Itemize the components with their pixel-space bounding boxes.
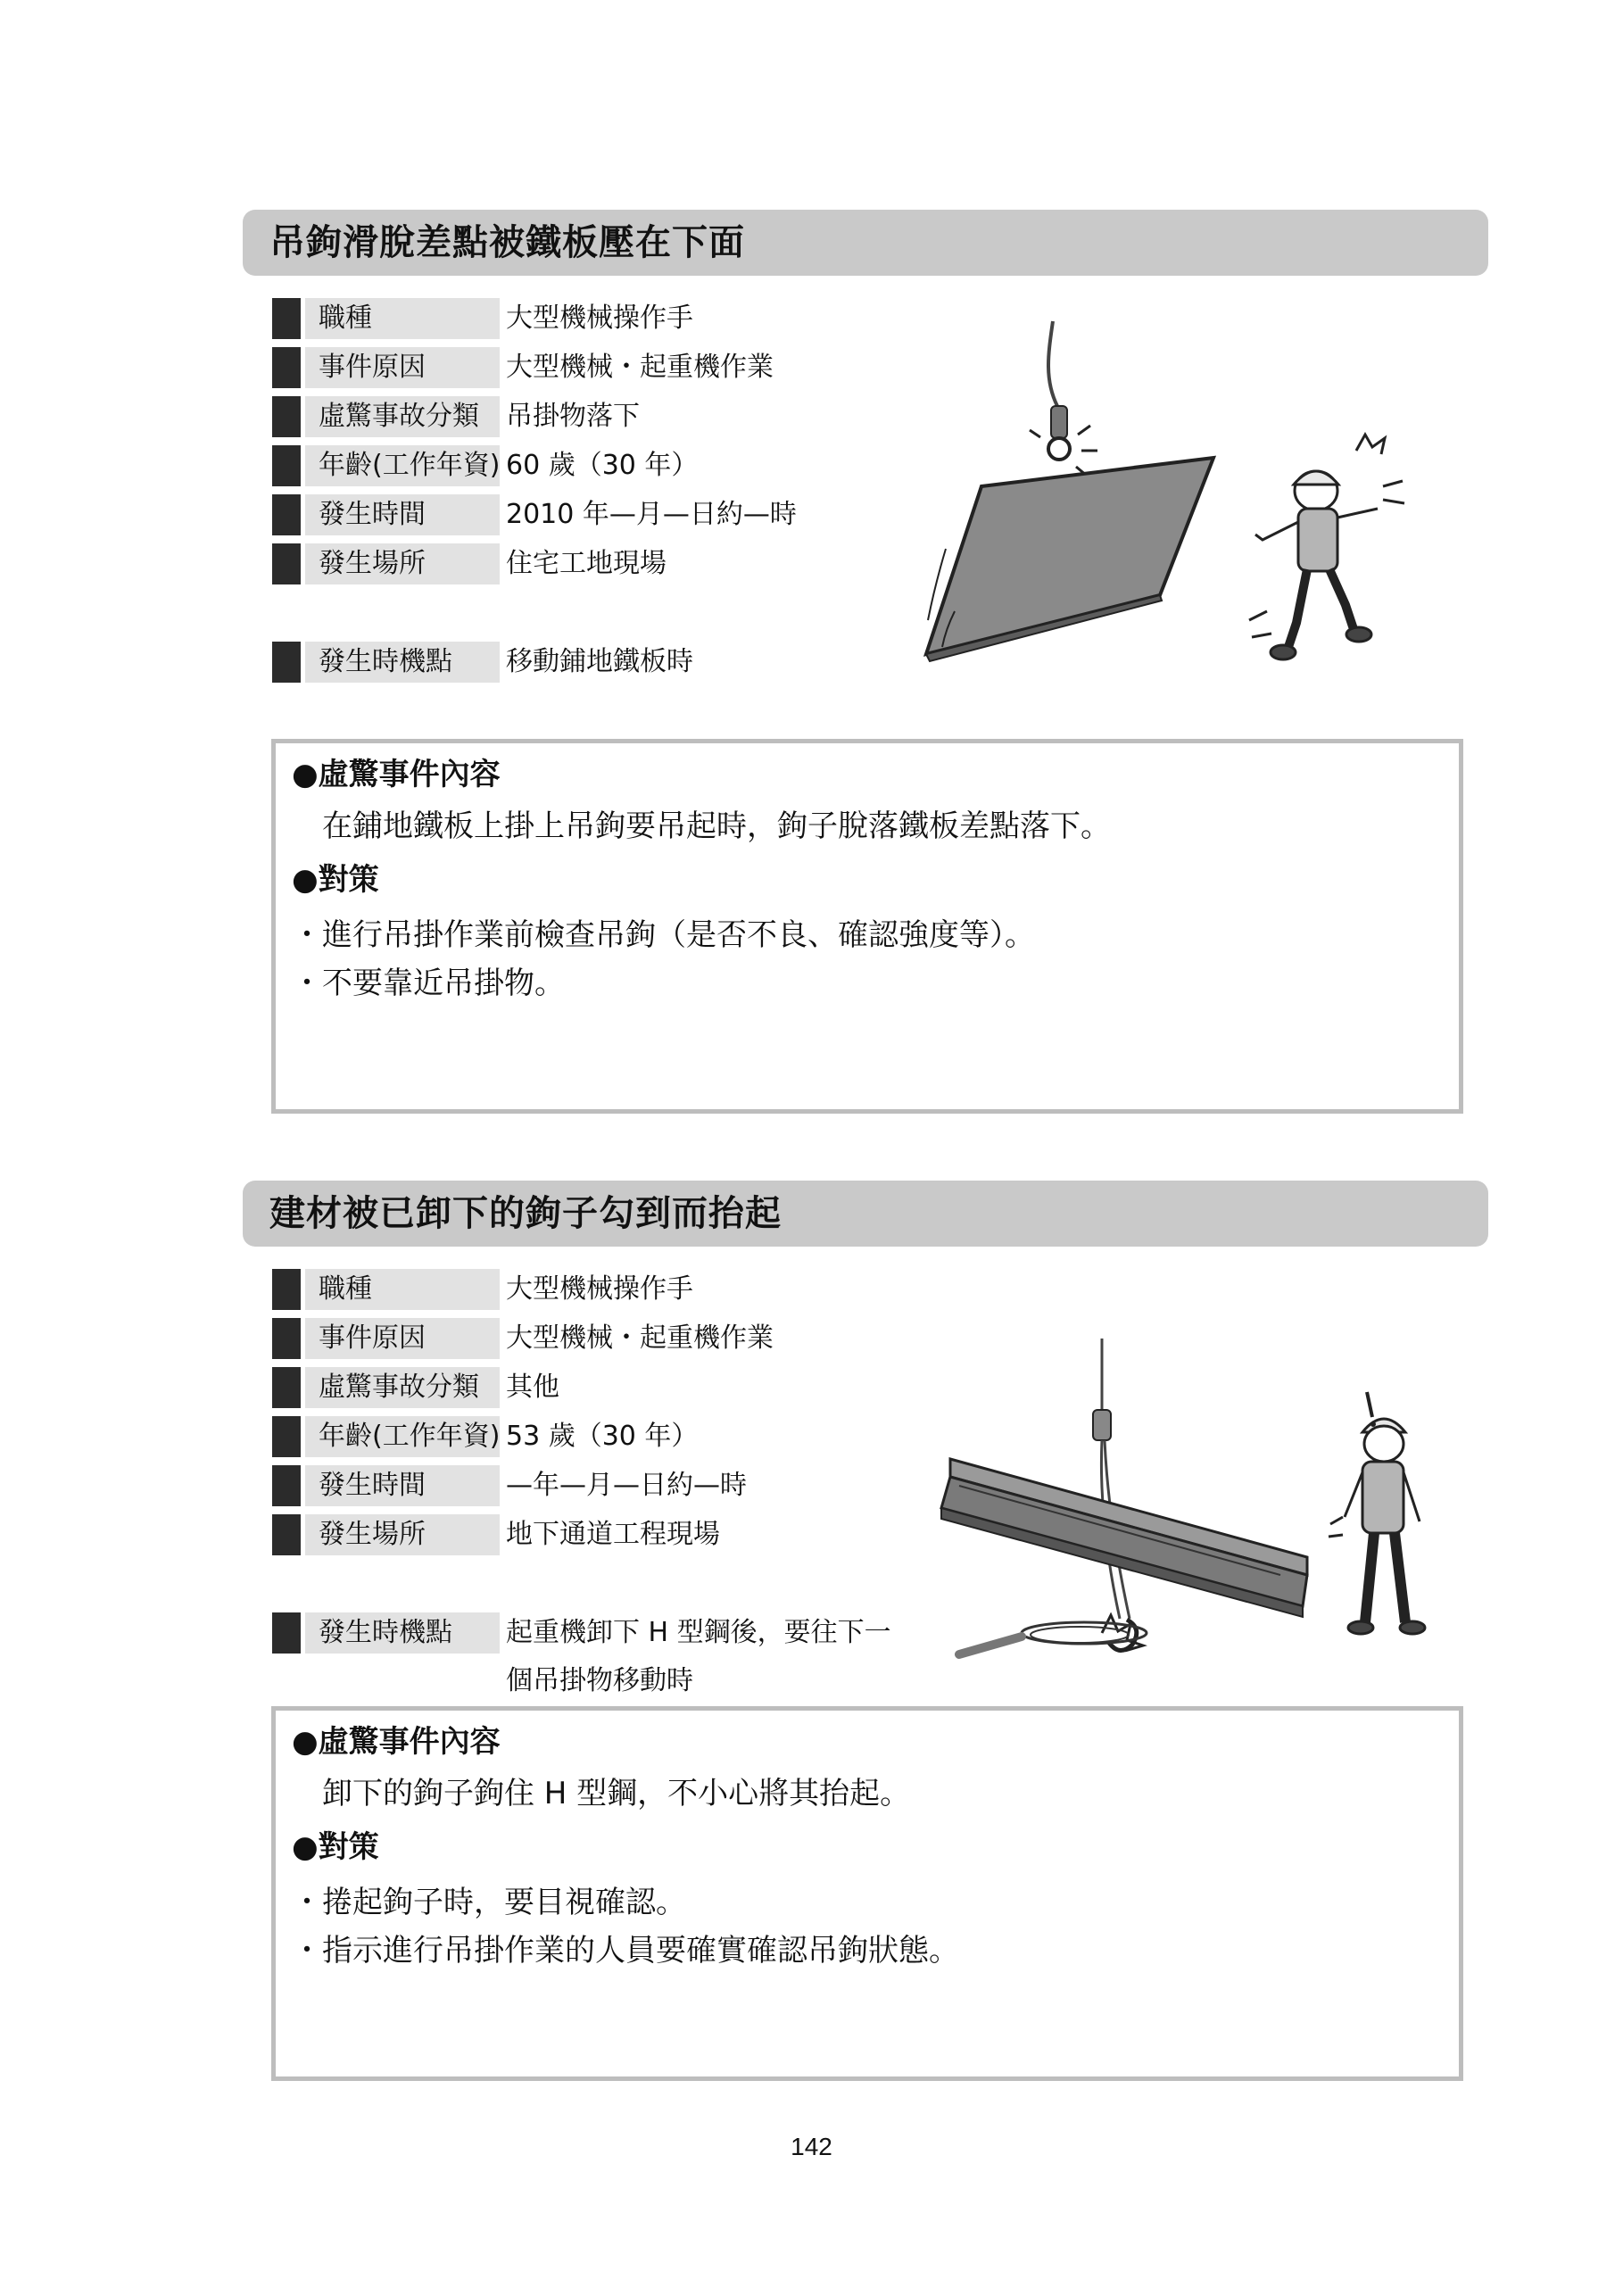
row-marker	[272, 543, 301, 584]
row-value: 大型機械操作手	[506, 303, 693, 334]
row-label: 發生時間	[305, 1465, 500, 1506]
row-marker	[272, 347, 301, 388]
event-text: 在鋪地鐵板上掛上吊鉤要吊起時，鉤子脫落鐵板差點落下。	[322, 808, 1111, 844]
measures-heading: ●對策	[292, 862, 379, 898]
row-value: 60 歲（30 年）	[506, 450, 699, 481]
row-marker	[272, 298, 301, 339]
row-label: 年齡(工作年資)	[305, 1416, 500, 1457]
row-value: 2010 年—月—日約—時	[506, 499, 797, 530]
row-value: 起重機卸下 H 型鋼後，要往下一	[506, 1617, 891, 1648]
event-heading: ●虛驚事件內容	[292, 757, 501, 792]
section-title-bar	[243, 210, 1488, 276]
incident-content-box	[271, 1706, 1463, 2081]
row-marker	[272, 1318, 301, 1359]
row-label: 發生時機點	[305, 1612, 500, 1654]
row-value: 大型機械操作手	[506, 1273, 693, 1305]
row-marker	[272, 1612, 301, 1654]
row-marker	[272, 1416, 301, 1457]
row-marker	[272, 1269, 301, 1310]
measure-item: ・不要靠近吊掛物。	[292, 966, 565, 1001]
event-text: 卸下的鉤子鉤住 H 型鋼，不小心將其抬起。	[322, 1776, 911, 1811]
row-value: 地下通道工程現場	[506, 1519, 720, 1550]
h-beam-lifted-illustration	[923, 1339, 1450, 1687]
row-marker	[272, 445, 301, 486]
row-label: 發生場所	[305, 1514, 500, 1555]
row-label: 發生時間	[305, 494, 500, 535]
section-title: 吊鉤滑脫差點被鐵板壓在下面	[269, 222, 745, 263]
row-label: 虛驚事故分類	[305, 396, 500, 437]
incident-content-box	[271, 739, 1463, 1114]
event-heading: ●虛驚事件內容	[292, 1724, 501, 1760]
row-value: 移動鋪地鐵板時	[506, 646, 693, 677]
row-value: —年—月—日約—時	[506, 1470, 747, 1501]
row-value: 大型機械・起重機作業	[506, 1322, 774, 1354]
row-label: 職種	[305, 298, 500, 339]
row-label: 發生時機點	[305, 642, 500, 683]
row-marker	[272, 1465, 301, 1506]
section-title-bar	[243, 1181, 1488, 1247]
section-title: 建材被已卸下的鉤子勾到而抬起	[269, 1193, 782, 1234]
row-marker	[272, 396, 301, 437]
row-value: 住宅工地現場	[506, 548, 667, 579]
measure-item: ・進行吊掛作業前檢查吊鉤（是否不良、確認強度等）。	[292, 917, 1035, 953]
page-number: 142	[791, 2133, 832, 2160]
row-marker	[272, 642, 301, 683]
row-label: 事件原因	[305, 347, 500, 388]
steel-plate-falling-illustration	[919, 317, 1419, 692]
measure-item: ・指示進行吊掛作業的人員要確實確認吊鉤狀態。	[292, 1933, 959, 1969]
row-label: 虛驚事故分類	[305, 1367, 500, 1408]
measures-heading: ●對策	[292, 1829, 379, 1865]
row-value: 其他	[506, 1372, 559, 1403]
row-label: 事件原因	[305, 1318, 500, 1359]
measure-item: ・捲起鉤子時，要目視確認。	[292, 1885, 686, 1920]
row-value: 53 歲（30 年）	[506, 1421, 699, 1452]
row-label: 發生場所	[305, 543, 500, 584]
row-marker	[272, 494, 301, 535]
row-label: 職種	[305, 1269, 500, 1310]
row-marker	[272, 1514, 301, 1555]
row-value: 吊掛物落下	[506, 401, 640, 432]
row-marker	[272, 1367, 301, 1408]
row-value-line2: 個吊掛物移動時	[506, 1665, 693, 1696]
row-value: 大型機械・起重機作業	[506, 352, 774, 383]
row-label: 年齡(工作年資)	[305, 445, 500, 486]
